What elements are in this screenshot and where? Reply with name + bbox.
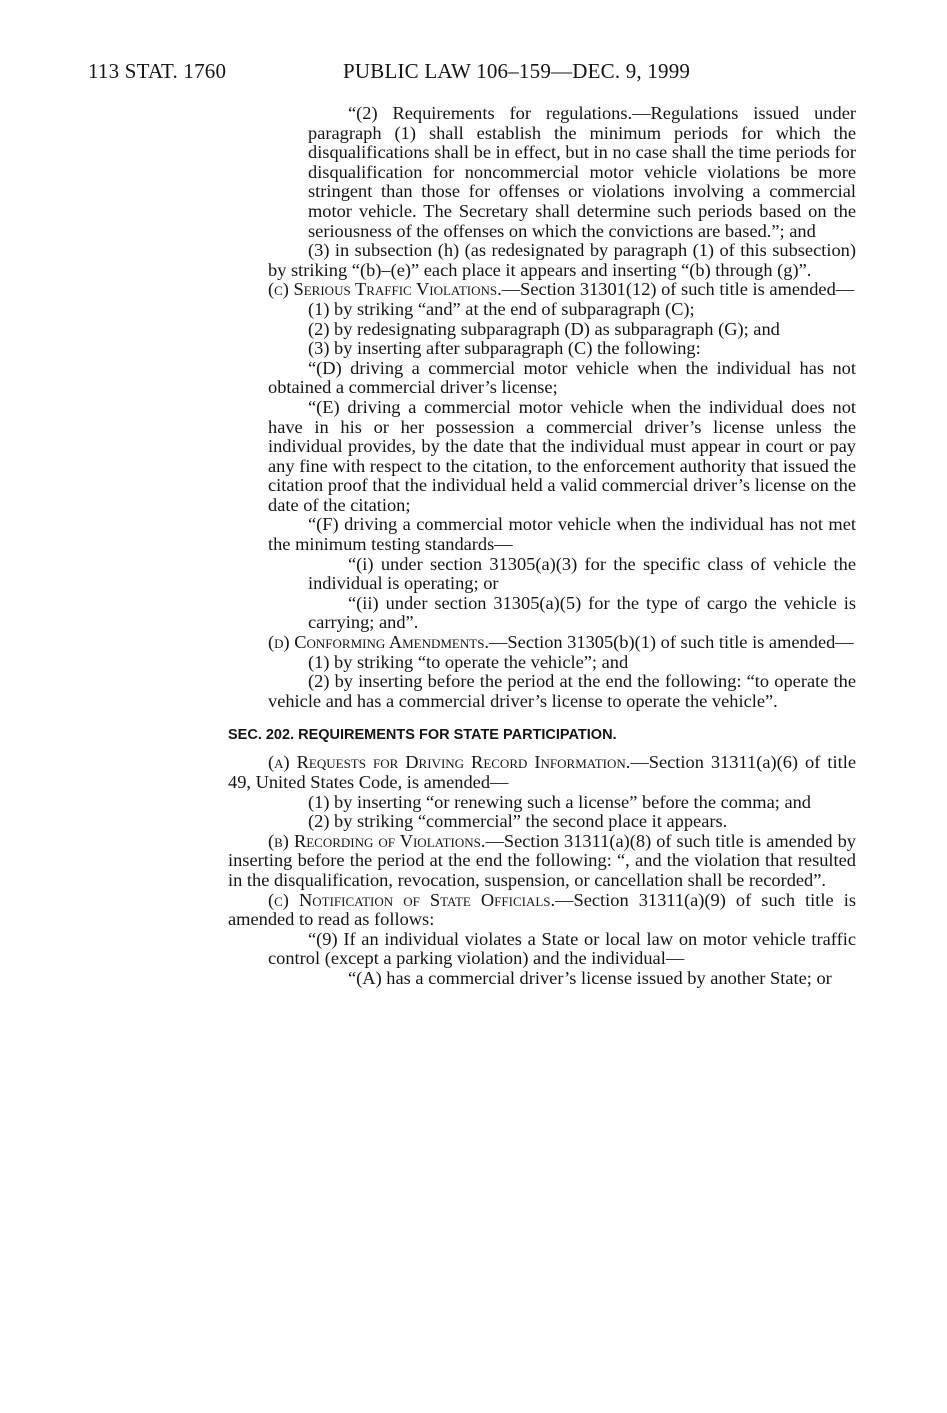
paragraph: (2) by redesignating subparagraph (D) as subparagraph (G); and [308, 318, 780, 339]
paragraph: “(9) If an individual violates a State or local law on motor vehicle traffic control (except a parking violation) and the individual— [268, 928, 856, 969]
paragraph: “(F) driving a commercial motor vehicle when the individual has not met the minimum testing standards— [268, 514, 856, 555]
public-law-date: PUBLIC LAW 106–159—DEC. 9, 1999 [343, 59, 691, 83]
paragraph: “(i) under section 31305(a)(3) for the specific class of vehicle the individual is operating; or [308, 553, 856, 594]
paragraph: (1) by striking “to operate the vehicle”; and [308, 651, 629, 672]
document-body [228, 104, 856, 989]
paragraph: (2) by striking “commercial” the second place it appears. [308, 811, 728, 832]
paragraph: (1) by striking “and” at the end of subparagraph (C); [308, 298, 695, 319]
subsection-c-notification-heading: (c) Notification of State Officials. [268, 889, 556, 910]
subsection-d-heading: (d) Conforming Amendments. [268, 632, 490, 653]
subsection-a [228, 753, 856, 792]
paragraph: “(2) Requirements for regulations.—Regulations issued under paragraph (1) shall establish the minimum periods for which the disqualifications shall be in effect, but in no case shall the time periods for disqualification for noncommercial motor vehicle violations be more stringent than those for offenses or violations involving a commercial motor vehicle. The Secretary shall determine such periods based on the seriousness of the offenses on which the convictions are based.”; and [308, 103, 856, 241]
paragraph: “(A) has a commercial driver’s license issued by another State; or [348, 967, 832, 988]
paragraph: “(D) driving a commercial motor vehicle when the individual has not obtained a commercial driver’s license; [268, 357, 856, 398]
subsection-d [228, 633, 856, 653]
subsection-a-text: —Section 31311(a)(6) of title 49, United States Code, is amended— [228, 752, 856, 792]
paragraph: (1) by inserting “or renewing such a license” before the comma; and [308, 791, 811, 812]
statute-page-number: 113 STAT. 1760 [88, 59, 227, 83]
subsection-d-text: —Section 31305(b)(1) of such title is amended— [489, 632, 854, 653]
subsection-c [228, 280, 856, 300]
section-heading: SEC. 202. REQUIREMENTS FOR STATE PARTICIPATION. [228, 727, 617, 744]
subsection-c-text: —Section 31301(12) of such title is amended— [501, 279, 855, 300]
paragraph: “(ii) under section 31305(a)(5) for the type of cargo the vehicle is carrying; and”. [308, 592, 856, 633]
subsection-c-heading: (c) Serious Traffic Violations. [268, 279, 502, 300]
subsection-c-notification-text: —Section 31311(a)(9) of such title is amended to read as follows: [228, 889, 856, 930]
subsection-b-heading: (b) Recording of Violations. [268, 830, 486, 851]
paragraph: (2) by inserting before the period at the end the following: “to operate the vehicle and has a commercial driver’s license to operate the vehicle”. [268, 671, 856, 711]
subsection-b-text: —Section 31311(a)(8) of such title is amended by inserting before the period at the end the following: “, and the violation that resulted in the disqualification, revocation, suspension, or cancellation shall be recorded”. [228, 830, 856, 890]
subsection-b [228, 832, 856, 891]
paragraph: (3) by inserting after subparagraph (C) the following: [308, 338, 701, 359]
subsection-c-notification [228, 891, 856, 930]
subsection-a-heading: (a) Requests for Driving Record Information. [268, 752, 631, 773]
paragraph: “(E) driving a commercial motor vehicle when the individual does not have in his or her possession a commercial driver’s license unless the individual provides, by the date that the individual must appear in court or pay any fine with respect to the citation, to the enforcement authority that issued the citation proof that the individual held a valid commercial driver’s license on the date of the citation; [268, 396, 856, 515]
paragraph: (3) in subsection (h) (as redesignated by paragraph (1) of this subsection) by striking “(b)–(e)” each place it appears and inserting “(b) through (g)”. [268, 240, 856, 280]
